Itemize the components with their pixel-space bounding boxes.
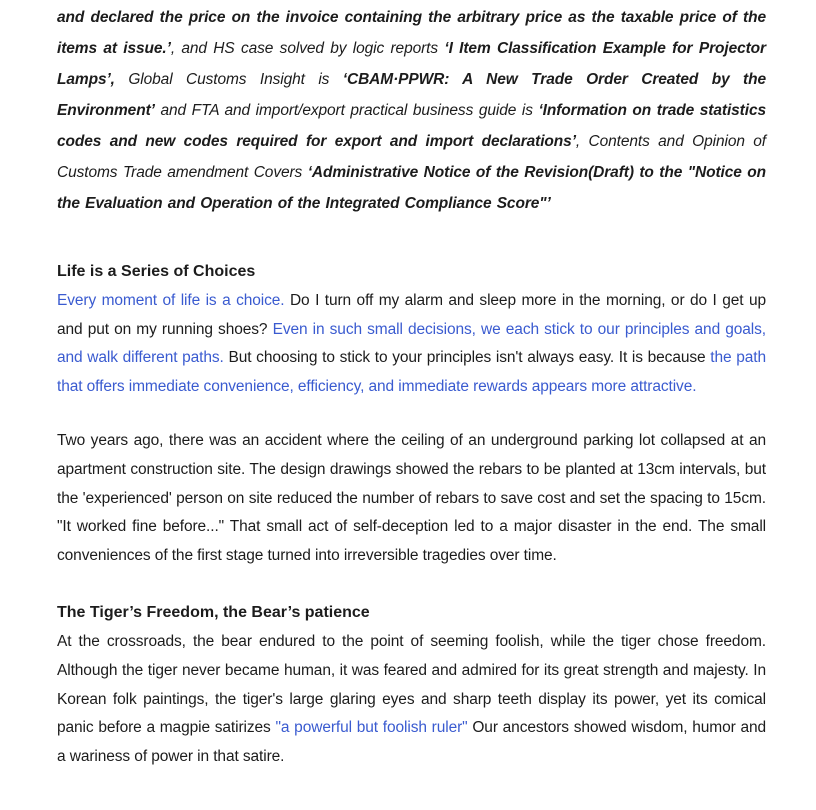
section-heading-tiger-bear: The Tiger’s Freedom, the Bear’s patience — [57, 604, 370, 622]
tiger-bear-paragraph — [57, 628, 766, 771]
text-run: ‘CBAM·PPWR: A New Trade Order Created by the Environment’ — [57, 71, 766, 119]
intro-paragraph — [57, 2, 766, 219]
life-choices-paragraph — [57, 287, 766, 401]
text-run: Every moment of life is a choice. — [57, 292, 285, 309]
text-run: ‘Administrative Notice of the Revision(Draft) to the "Notice on the Evaluation and Operation of the Integrated Compliance Score"’ — [57, 164, 766, 212]
text-run: Do I turn off my alarm and sleep more in the morning, or do I get up and put on my running shoes? — [57, 292, 766, 338]
text-run: ‘Information on trade statistics codes and new codes required for export and import declarations’ — [57, 102, 766, 150]
text-run: Global Customs Insight is — [114, 71, 343, 88]
text-run: Even in such small decisions, we each stick to our principles and goals, and walk different paths. — [57, 320, 766, 367]
text-run: ‘I Item Classification Example for Projector Lamps’, — [57, 40, 766, 88]
text-run: and declared the price on the invoice containing the arbitrary price as the taxable price of the items at issue.’ — [57, 9, 766, 57]
parking-lot-paragraph — [57, 427, 766, 570]
text-run: But choosing to stick to your principles isn't always easy. It is because — [223, 349, 711, 367]
text-run: , Contents and Opinion of Customs Trade amendment Covers — [57, 133, 766, 181]
text-run: Two years ago, there was an accident where the ceiling of an underground parking lot collapsed at an apartment construction site. The design drawings showed the rebars to be planted at 13cm intervals, but the 'experienced' person on site reduced the number of rebars to save cost and set the spacing to 15cm. "It worked fine before..." That small act of self-deception led to a major disaster in the end. The small conveniences of the first stage turned into irreversible tragedies over time. — [57, 432, 766, 564]
text-run: and FTA and import/export practical business guide is — [154, 102, 539, 119]
section-heading-life-choices: Life is a Series of Choices — [57, 263, 256, 280]
text-run: Our ancestors showed wisdom, humor and a wariness of power in that satire. — [57, 719, 767, 765]
text-run: the path that offers immediate convenience, efficiency, and immediate rewards appears more attractive. — [57, 349, 766, 395]
text-run: , and HS case solved by logic reports — [170, 40, 445, 57]
text-run: "a powerful but foolish ruler" — [275, 719, 468, 737]
text-run: At the crossroads, the bear endured to the point of seeming foolish, while the tiger chose freedom. Although the tiger never became human, it was feared and admired for its great strength and majesty. In Korean folk paintings, the tiger's large glaring eyes and sharp teeth display its power, yet its comical panic before a magpie satirizes — [57, 633, 766, 737]
